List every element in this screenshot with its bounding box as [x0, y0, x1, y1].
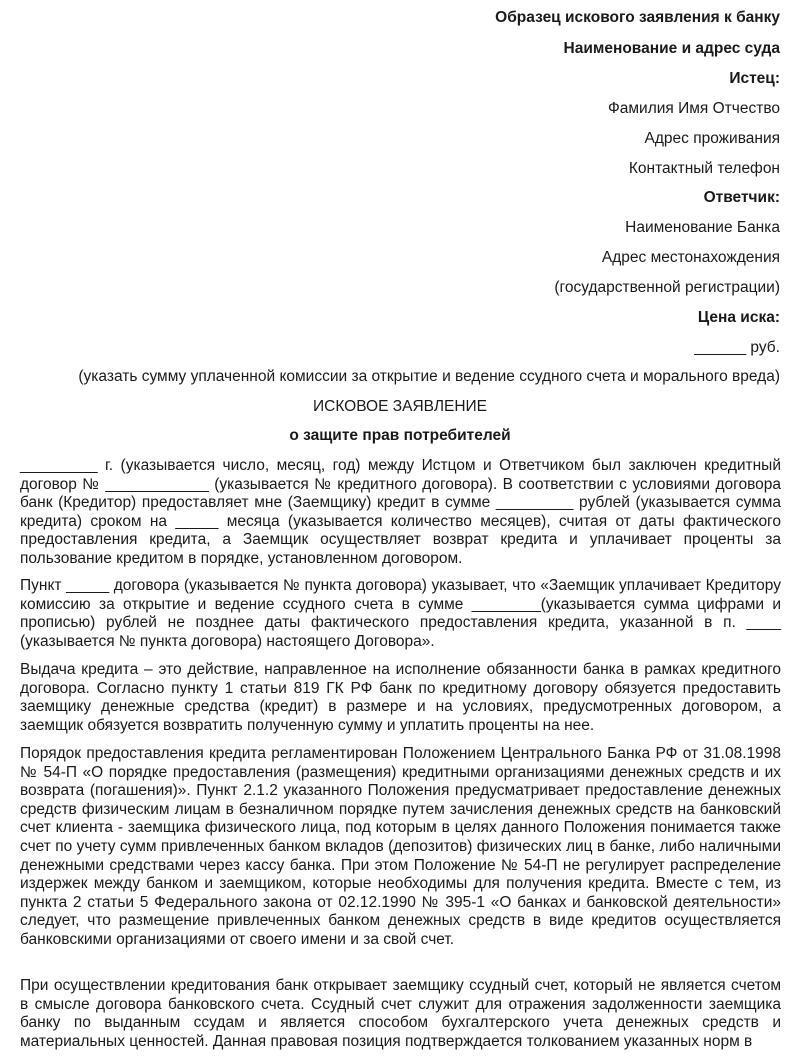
- claim-amount: ______ руб.: [694, 339, 780, 356]
- plaintiff-phone: Контактный телефон: [628, 160, 780, 177]
- paragraph-3: Выдача кредита – это действие, направленное на исполнение обязанности банка в рамках кредитного договора. Согласно пункту 1 статьи 819 ГК РФ банк по кредитному договору обязуется предоставить заемщику денежные средства (кредит) в размере и на условиях, предусмотренных договором, а заемщик обязуется возвратить полученную сумму и уплатить проценты на нее.: [20, 661, 781, 734]
- statement-subheading: о защите прав потребителей: [289, 427, 511, 444]
- paragraph-4: Порядок предоставления кредита регламентирован Положением Центрального Банка РФ от 31.08.1998 № 54-П «О порядке предоставления (размещения) кредитными организациями денежных средств и их возврата (погашения)». Пункт 2.1.2 указанного Положения предусматривает предоставление денежных средств физическим лицам в безналичном порядке путем зачисления денежных средств на банковский счет клиента - заемщика физического лица, под которым в целях данного Положения понимается также счет по учету сумм привлеченных банком вкладов (депозитов) физических лиц в банке, либо наличными денежными средствами через кассу банка. При этом Положение № 54-П не регулирует распределение издержек между банком и заемщиком, которые необходимы для получения кредита. Вместе с тем, из пункта 2 статьи 5 Федерального закона от 02.12.1990 № 395-1 «О банках и банковской деятельности» следует, что размещение привлеченных банком денежных средств в виде кредитов осуществляется банковскими организациями от своего имени и за свой счет.: [20, 745, 781, 948]
- defendant-registration: (государственной регистрации): [554, 279, 780, 296]
- court-name: Наименование и адрес суда: [563, 40, 780, 57]
- plaintiff-address: Адрес проживания: [644, 130, 780, 147]
- plaintiff-label: Истец:: [729, 70, 780, 87]
- paragraph-2: Пункт _____ договора (указывается № пункта договора) указывает, что «Заемщик уплачивает Кредитору комиссию за открытие и ведение ссудного счета в сумме ________(указывается сумма цифрами и прописью) рублей не позднее даты фактического предоставления кредита, указанной в п. ____ (указывается № пункта договора) настоящего Договора».: [20, 577, 781, 650]
- paragraph-5: При осуществлении кредитования банк открывает заемщику ссудный счет, который не является счетом в смысле договора банковского счета. Ссудный счет служит для отражения задолженности заемщика банку по выданным ссудам и является способом бухгалтерского учета денежных средств и материальных ценностей. Данная правовая позиция подтверждается толкованием указанных норм в: [20, 977, 781, 1050]
- paragraph-1: _________ г. (указывается число, месяц, год) между Истцом и Ответчиком был заключен кредитный договор № ____________ (указывается № кредитного договора). В соответствии с условиями договора банк (Кредитор) предоставляет мне (Заемщику) кредит в сумме _________ рублей (указывается сумма кредита) сроком на _____ месяца (указывается количество месяцев), считая от даты фактического предоставления кредита, а Заемщик осуществляет возврат кредита и уплачивает проценты за пользование кредитом в порядке, установленном договором.: [20, 457, 781, 567]
- defendant-name: Наименование Банка: [625, 219, 780, 236]
- claim-price-label: Цена иска:: [697, 309, 780, 326]
- defendant-address: Адрес местонахождения: [601, 249, 780, 266]
- statement-heading: ИСКОВОЕ ЗАЯВЛЕНИЕ: [312, 398, 487, 415]
- document-title: Образец искового заявления к банку: [495, 9, 780, 26]
- defendant-label: Ответчик:: [703, 189, 780, 206]
- claim-note: (указать сумму уплаченной комиссии за открытие и ведение ссудного счета и морального вреда): [78, 368, 780, 385]
- plaintiff-name: Фамилия Имя Отчество: [608, 100, 780, 117]
